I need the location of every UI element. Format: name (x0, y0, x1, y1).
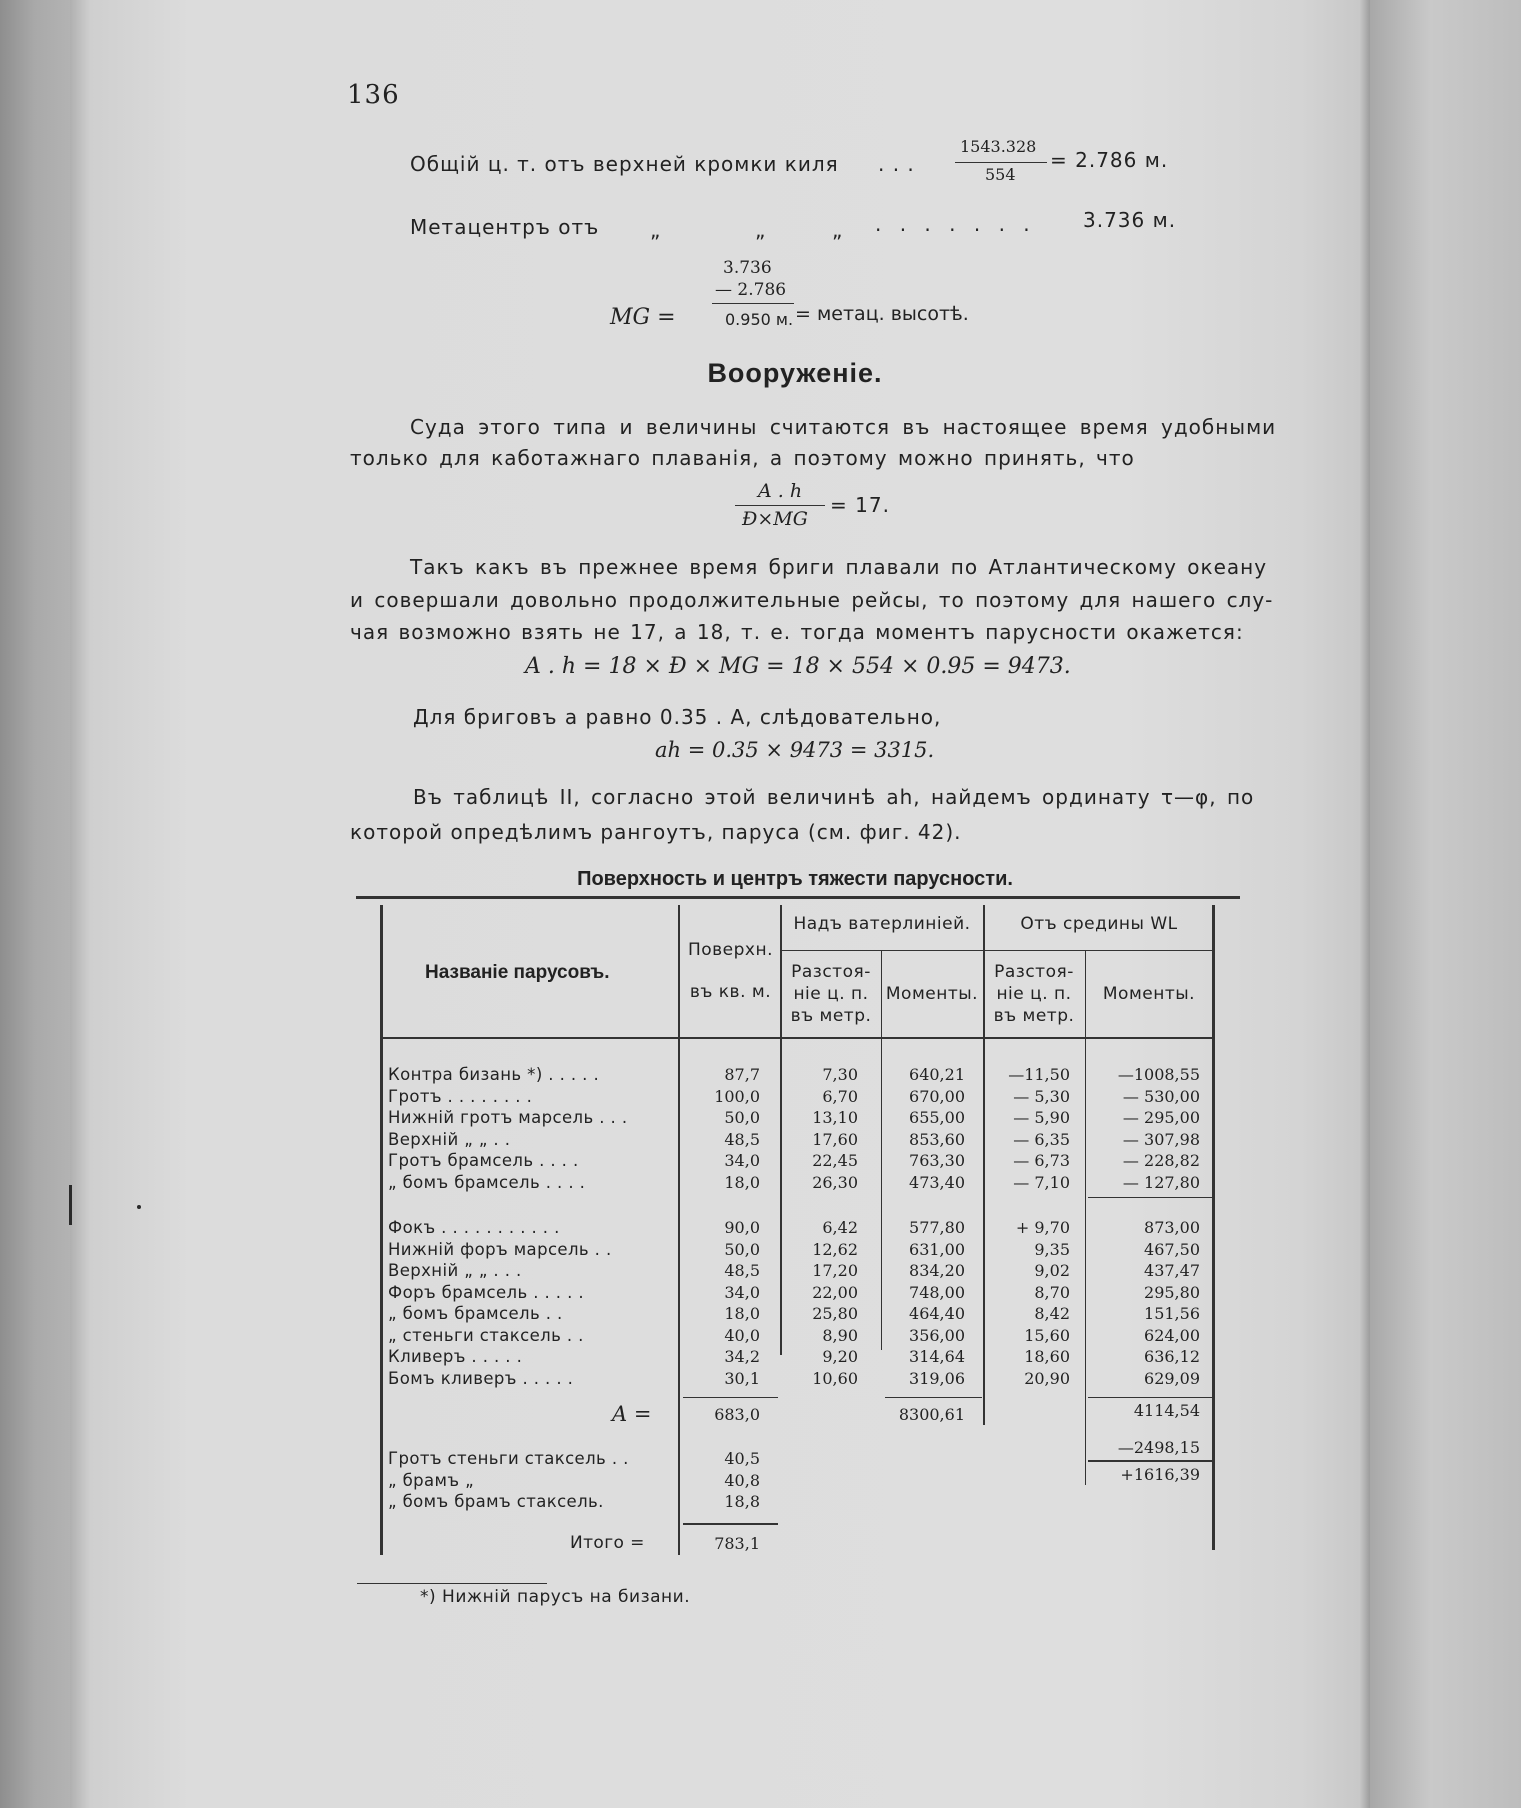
left-page-edge (0, 0, 70, 1808)
table-caption: Поверхность и центръ тяжести парусности. (577, 868, 1013, 890)
sail-height: 22,45 (812, 1151, 858, 1170)
sail-height: 17,60 (812, 1129, 858, 1149)
sail-offset: 20,90 (1024, 1368, 1070, 1388)
meta-quote-1: „ (650, 218, 662, 242)
sail-offset-moment: 437,47 (1144, 1261, 1200, 1280)
para2-line2: и совершали довольно продолжительные рейсы, то поэтому для нашего слу- (350, 588, 1274, 612)
mg-bar (712, 303, 794, 304)
table-right-border (1212, 905, 1215, 1550)
sail-moment: 577,80 (909, 1218, 965, 1237)
sail-name: „ стеньги стаксель . . (388, 1325, 584, 1345)
sail-height: 26,30 (812, 1172, 858, 1192)
equation-ah: ah = 0.35 × 9473 = 3315. (655, 738, 935, 762)
sail-moment: 356,00 (909, 1325, 965, 1345)
sail-name: Гротъ брамсель . . . . (388, 1151, 579, 1170)
header-surface-2: въ кв. м. (689, 982, 772, 1002)
sail-surface: 48,5 (724, 1129, 760, 1149)
sail-name: Фокъ . . . . . . . . . . . (388, 1218, 560, 1237)
header-above-waterline: Надъ ватерлиніей. (793, 914, 971, 934)
table-left-border (380, 905, 383, 1555)
sail-height: 13,10 (812, 1108, 858, 1127)
page-number: 136 (347, 80, 400, 110)
sail-offset: — 7,10 (1013, 1172, 1070, 1192)
sail-offset: — 6,35 (1013, 1129, 1070, 1149)
header-mdist-1: Разстоя- (994, 962, 1074, 982)
margin-mark (69, 1185, 72, 1225)
para3: Для бриговъ a равно 0.35 . A, слѣдовательно, (413, 705, 942, 729)
right-page-edge (1370, 0, 1521, 1808)
sail-offset: 15,60 (1024, 1325, 1070, 1345)
meta-quote-2: „ (755, 218, 767, 242)
sum-moments: 8300,61 (898, 1405, 965, 1424)
sail-name: Бомъ кливеръ . . . . . (388, 1368, 574, 1388)
sail-surface: 40,5 (724, 1449, 760, 1468)
sail-surface: 87,7 (724, 1065, 760, 1084)
sail-height: 6,42 (822, 1218, 858, 1237)
sail-name: „ бомъ брамъ стаксель. (388, 1492, 604, 1511)
col-divider-dist (881, 950, 882, 1350)
mg-line-2: — 2.786 (715, 280, 787, 300)
sum-surface: 683,0 (714, 1405, 760, 1424)
table-subheader-rule (781, 950, 1214, 951)
sail-offset: 8,70 (1034, 1282, 1070, 1302)
sail-name: Гротъ стеньги стаксель . . (388, 1449, 629, 1468)
header-dist-2: ніе ц. п. (793, 984, 869, 1004)
header-dist-1: Разстоя- (791, 962, 871, 982)
sail-moment: 314,64 (909, 1347, 965, 1366)
sail-height: 17,20 (812, 1261, 858, 1280)
meta-result: 3.736 м. (1083, 208, 1177, 232)
header-name: Названіе парусовъ. (425, 962, 610, 983)
sail-surface: 90,0 (724, 1218, 760, 1237)
header-from-middle: Отъ средины WL (1020, 914, 1178, 934)
sail-surface: 48,5 (724, 1261, 760, 1280)
sail-offset: 9,35 (1034, 1239, 1070, 1259)
cg-fraction-bar (955, 162, 1047, 163)
para2-line1: Такъ какъ въ прежнее время бриги плавали по Атлантическому океану (410, 555, 1268, 579)
sail-offset-moment: 467,50 (1144, 1239, 1200, 1259)
para1-line2: только для каботажнаго плаванія, а поэтому можно принять, что (350, 446, 1135, 470)
sail-offset: 9,02 (1034, 1261, 1070, 1280)
net-total: +1616,39 (1120, 1465, 1200, 1484)
sail-offset-moment: 629,09 (1144, 1368, 1200, 1388)
sail-offset-moment: — 530,00 (1122, 1086, 1200, 1106)
cg-numerator: 1543.328 (960, 137, 1037, 156)
group1-mid-rule (1088, 1197, 1213, 1198)
page-fold (1360, 0, 1370, 1808)
mg-result: 0.950 м. (725, 310, 794, 329)
mg-lhs: MG = (610, 305, 676, 330)
sail-surface: 34,2 (724, 1347, 760, 1366)
negative-total: —2498,15 (1117, 1438, 1200, 1457)
sail-offset: 8,42 (1034, 1304, 1070, 1323)
sail-height: 12,62 (812, 1239, 858, 1259)
sail-name: „ брамъ „ (388, 1470, 475, 1490)
cg-result: = 2.786 м. (1050, 148, 1169, 172)
sail-name: „ бомъ брамсель . . (388, 1304, 563, 1323)
sail-offset-moment: 624,00 (1144, 1325, 1200, 1345)
section-heading: Вооруженіе. (707, 358, 883, 388)
sail-offset-moment: 295,80 (1144, 1282, 1200, 1302)
sail-name: „ бомъ брамсель . . . . (388, 1172, 586, 1192)
sail-surface: 34,0 (724, 1151, 760, 1170)
sail-offset-moment: — 228,82 (1122, 1151, 1200, 1170)
ratio-numerator: A . h (758, 480, 803, 502)
header-mdist-2: ніе ц. п. (996, 984, 1072, 1004)
total-surface: 783,1 (714, 1534, 760, 1553)
col-divider-mdist (1085, 950, 1086, 1485)
sail-height: 7,30 (822, 1065, 858, 1084)
sail-name: Нижній форъ марсель . . (388, 1239, 612, 1259)
sail-surface: 18,0 (724, 1304, 760, 1323)
header-moments-above: Моменты. (885, 984, 979, 1004)
sail-moment: 748,00 (909, 1282, 965, 1302)
sail-surface: 40,8 (724, 1470, 760, 1490)
table-header-rule (380, 1037, 1213, 1039)
net-rule (1088, 1460, 1213, 1462)
sail-surface: 50,0 (724, 1108, 760, 1127)
para1-line1: Суда этого типа и величины считаются въ настоящее время удобными (410, 415, 1277, 439)
sail-surface: 40,0 (724, 1325, 760, 1345)
footnote-rule (357, 1583, 547, 1584)
sail-offset: — 6,73 (1013, 1151, 1070, 1170)
sail-moment: 631,00 (909, 1239, 965, 1259)
meta-dots: . . . . . . . (875, 212, 1036, 236)
sail-moment: 473,40 (909, 1172, 965, 1192)
header-moments-mid: Моменты. (1102, 984, 1196, 1004)
sail-offset: — 5,90 (1013, 1108, 1070, 1127)
sail-offset-moment: — 127,80 (1122, 1172, 1200, 1192)
header-dist-3: въ метр. (790, 1006, 872, 1026)
sail-offset: + 9,70 (1015, 1218, 1070, 1237)
sail-surface: 18,0 (724, 1172, 760, 1192)
sail-name: Нижній гротъ марсель . . . (388, 1108, 628, 1127)
sail-name: Верхній „ „ . . . (388, 1261, 522, 1280)
sail-name: Гротъ . . . . . . . . (388, 1086, 533, 1106)
sail-offset: — 5,30 (1013, 1086, 1070, 1106)
cg-denominator: 554 (985, 165, 1016, 184)
sail-moment: 834,20 (909, 1261, 965, 1280)
ratio-denominator: Ɖ×MG (742, 508, 808, 530)
sail-name: Форъ брамсель . . . . . (388, 1282, 585, 1302)
mg-tail: = метац. высотѣ. (795, 303, 969, 325)
sail-offset: —11,50 (1008, 1065, 1070, 1084)
sail-surface: 100,0 (714, 1086, 760, 1106)
sum-moments-mid: 4114,54 (1133, 1401, 1200, 1420)
sum-rule-surface (683, 1397, 778, 1398)
ink-dot (137, 1205, 141, 1209)
para2-line3: чая возможно взять не 17, а 18, т. е. тогда моментъ парусности окажется: (350, 620, 1244, 644)
sail-moment: 655,00 (909, 1108, 965, 1127)
footnote: *) Нижній парусъ на бизани. (420, 1587, 691, 1607)
sail-offset-moment: — 295,00 (1122, 1108, 1200, 1127)
sail-name: Верхній „ „ . . (388, 1129, 511, 1149)
sail-moment: 464,40 (909, 1304, 965, 1323)
sail-height: 25,80 (812, 1304, 858, 1323)
ratio-value: = 17. (830, 493, 890, 517)
cg-dots: . . . (878, 152, 915, 176)
ratio-bar (735, 505, 825, 506)
sail-height: 22,00 (812, 1282, 858, 1302)
sail-height: 10,60 (812, 1368, 858, 1388)
sail-offset: 18,60 (1024, 1347, 1070, 1366)
sail-name: Кливеръ . . . . . (388, 1347, 523, 1366)
para4-line2: которой опредѣлимъ рангоутъ, паруса (см. фиг. 42). (350, 820, 962, 844)
sum-rule-mid (1088, 1397, 1213, 1398)
meta-label: Метацентръ отъ (410, 215, 600, 239)
table-top-rule (356, 896, 1240, 899)
sail-surface: 34,0 (724, 1282, 760, 1302)
cg-label: Общій ц. т. отъ верхней кромки киля (410, 152, 839, 176)
sum-label: A = (612, 1402, 652, 1426)
total-label: Итого = (570, 1533, 645, 1553)
sail-height: 6,70 (822, 1086, 858, 1106)
sail-surface: 18,8 (724, 1492, 760, 1511)
sail-offset-moment: — 307,98 (1122, 1129, 1200, 1149)
col-divider-surface (678, 905, 680, 1555)
sail-moment: 763,30 (909, 1151, 965, 1170)
para4-line1: Въ таблицѣ II, согласно этой величинѣ ah, найдемъ ординату τ—φ, по (413, 785, 1255, 809)
sail-name: Контра бизань *) . . . . . (388, 1065, 600, 1084)
equation-moment: A . h = 18 × Ɖ × MG = 18 × 554 × 0.95 = 9473. (525, 654, 1071, 679)
sum-rule-moments (885, 1397, 982, 1398)
sail-offset-moment: 873,00 (1144, 1218, 1200, 1237)
total-rule (683, 1523, 778, 1525)
header-mdist-3: въ метр. (993, 1006, 1075, 1026)
sail-height: 9,20 (822, 1347, 858, 1366)
sail-moment: 853,60 (909, 1129, 965, 1149)
sail-surface: 30,1 (724, 1368, 760, 1388)
meta-quote-3: „ (832, 218, 844, 242)
sail-offset-moment: —1008,55 (1117, 1065, 1200, 1084)
sail-offset-moment: 636,12 (1144, 1347, 1200, 1366)
sail-moment: 319,06 (909, 1368, 965, 1388)
sail-moment: 670,00 (909, 1086, 965, 1106)
mg-line-1: 3.736 (723, 258, 772, 278)
sail-surface: 50,0 (724, 1239, 760, 1259)
header-surface-1: Поверхн. (687, 940, 774, 960)
sail-moment: 640,21 (909, 1065, 965, 1084)
sail-offset-moment: 151,56 (1144, 1304, 1200, 1323)
sail-height: 8,90 (822, 1325, 858, 1345)
